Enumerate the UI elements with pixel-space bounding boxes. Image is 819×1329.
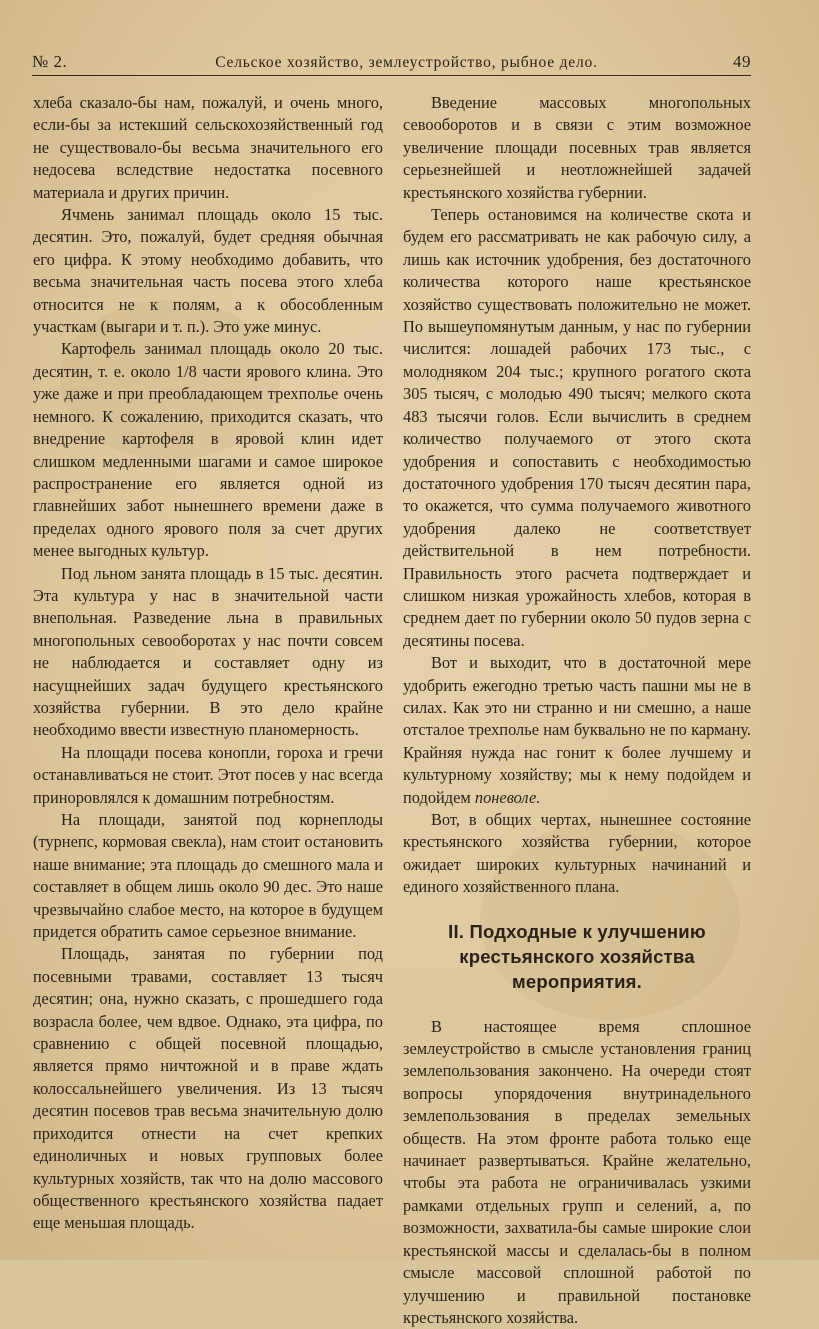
paragraph: Теперь остановимся на количестве скота и будем его рассматривать не как рабочую силу, а лишь как источник удобрения, без достаточного количества которого наше крестьянское хозяйство существовать положительно не может. По вышеупомянутым данным, у нас по губернии числится: лошадей рабочих 173 тыс., с молодняком 204 тыс.; крупного рогатого скота 305 тысяч, с молодью 490 тысяч; мелкого скота 483 тысячи голов. Если вычислить в среднем количество получаемого от этого скота удобрения и сопоставить с необходимостью достаточного удобрения 170 тысяч десятин пара, то окажется, что сумма получаемого животного удобрения далеко не соответствует действительной в нем потребности. Правильность этого расчета подтверждает и слишком низкая урожайность хлебов, которая в среднем дает по губернии около 50 пудов зерна с десятины посева. bbox=[403, 205, 751, 650]
page-number: 49 bbox=[733, 52, 751, 71]
paragraph: На площади посева конопли, гороха и гречи останавливаться не стоит. Этот посев у нас всегда приноровлялся к домашним потребностям. bbox=[33, 742, 383, 807]
paragraph: На площади, занятой под корнеплоды (турнепс, кормовая свекла), нам стоит остановить наше внимание; эта площадь до смешного мала и составляет в общем лишь около 90 дес. Это наше чрезвычайно слабое место, на которое в будущем придется обратить самое серьезное внимание. bbox=[33, 810, 383, 942]
running-header bbox=[32, 44, 751, 76]
paragraph: Под льном занята площадь в 15 тыс. десятин. Эта культура у нас в значительной части внепольная. Разведение льна в правильных многопольных севооборотах у нас почти совсем не наблюдается и составляет одну из насущнейших задач будущего крестьянского хозяйства губернии. В это дело крайне необходимо ввести известную планомерность. bbox=[33, 563, 383, 740]
paragraph: В настоящее время сплошное землеустройство в смысле установления границ землепользования закончено. На очереди стоят вопросы упорядочения внутринадельного землепользования в пределах земельных обществ. На этом фронте работа только еще начинает развертываться. Крайне желательно, чтобы эта работа не ограничивалась узкими рамками отдельных групп и селений, а, по возможности, захватила-бы самые широкие слои крестьянской массы и сделалась-бы в полном смысле массовой сплошной работой по улучшению и правильной постановке крестьянского хозяйства. bbox=[403, 1016, 751, 1327]
paragraph: Картофель занимал площадь около 20 тыс. десятин, т. е. около 1/8 части ярового клина. Это уже даже и при преобладающем трехполье очень немного. К сожалению, приходится сказать, что внедрение картофеля в яровой клин идет слишком медленными шагами и самое широкое распространение его является одной из главнейших забот нынешнего времени даже в пределах одного ярового поля за счет других менее выгодных культур. bbox=[33, 339, 383, 561]
paragraph: Введение массовых многопольных севооборотов и в связи с этим возможное увеличение площади посевных трав является серьезнейшей и неотложнейшей задачей крестьянского хозяйства губернии. bbox=[403, 93, 751, 202]
running-title: Сельское хозяйство, землеустройство, рыбное дело. bbox=[215, 54, 598, 71]
left-column bbox=[33, 92, 383, 1235]
paragraph-text: Вот и выходит, что в достаточной мере удобрить ежегодно третью часть пашни мы не в силах. Как это ни странно и ни смешно, а наше отсталое трехполье нам буквально не по карману. Крайняя нужда нас гонит к более лучшему и культурному хозяйству; мы к нему подойдем и подойдем bbox=[403, 653, 751, 807]
paragraph: Площадь, занятая по губернии под посевными травами, составляет 13 тысяч десятин; она, нужно сказать, с прошедшего года возрасла более, чем вдвое. Однако, эта цифра, по сравнению с общей посевной площадью, является прямо ничтожной и в праве ждать колоссальнейшего увеличения. Из 13 тысяч десятин посевов трав весьма значительную долю приходится отнести на счет крепких единоличных и новых групповых более культурных хозяйств, так что на долю массового общественного крестьянского хозяйства падает еще меньшая площадь. bbox=[33, 944, 383, 1233]
right-column bbox=[403, 92, 751, 1329]
section-heading: II. Подходные к улучшению крестьянского хозяйства мероприятия. bbox=[448, 920, 706, 992]
issue-number: № 2. bbox=[32, 52, 68, 71]
italic-word: поневоле. bbox=[474, 787, 541, 807]
paragraph bbox=[403, 652, 751, 809]
paragraph: хлеба сказало-бы нам, пожалуй, и очень много, если-бы за истекший сельскохозяйственный год не существовало-бы весьма значительного его недосева вследствие недостатка посевного материала и других причин. bbox=[33, 93, 383, 202]
paragraph: Ячмень занимал площадь около 15 тыс. десятин. Это, пожалуй, будет средняя обычная его цифра. К этому необходимо добавить, что весьма значительная часть посева этого хлеба относится не к полям, а к обособленным участкам (выгари и т. п.). Это уже минус. bbox=[33, 205, 383, 337]
paragraph: Вот, в общих чертах, нынешнее состояние крестьянского хозяйства губернии, которое ожидает широких культурных начинаний и единого хозяйственного плана. bbox=[403, 810, 751, 897]
